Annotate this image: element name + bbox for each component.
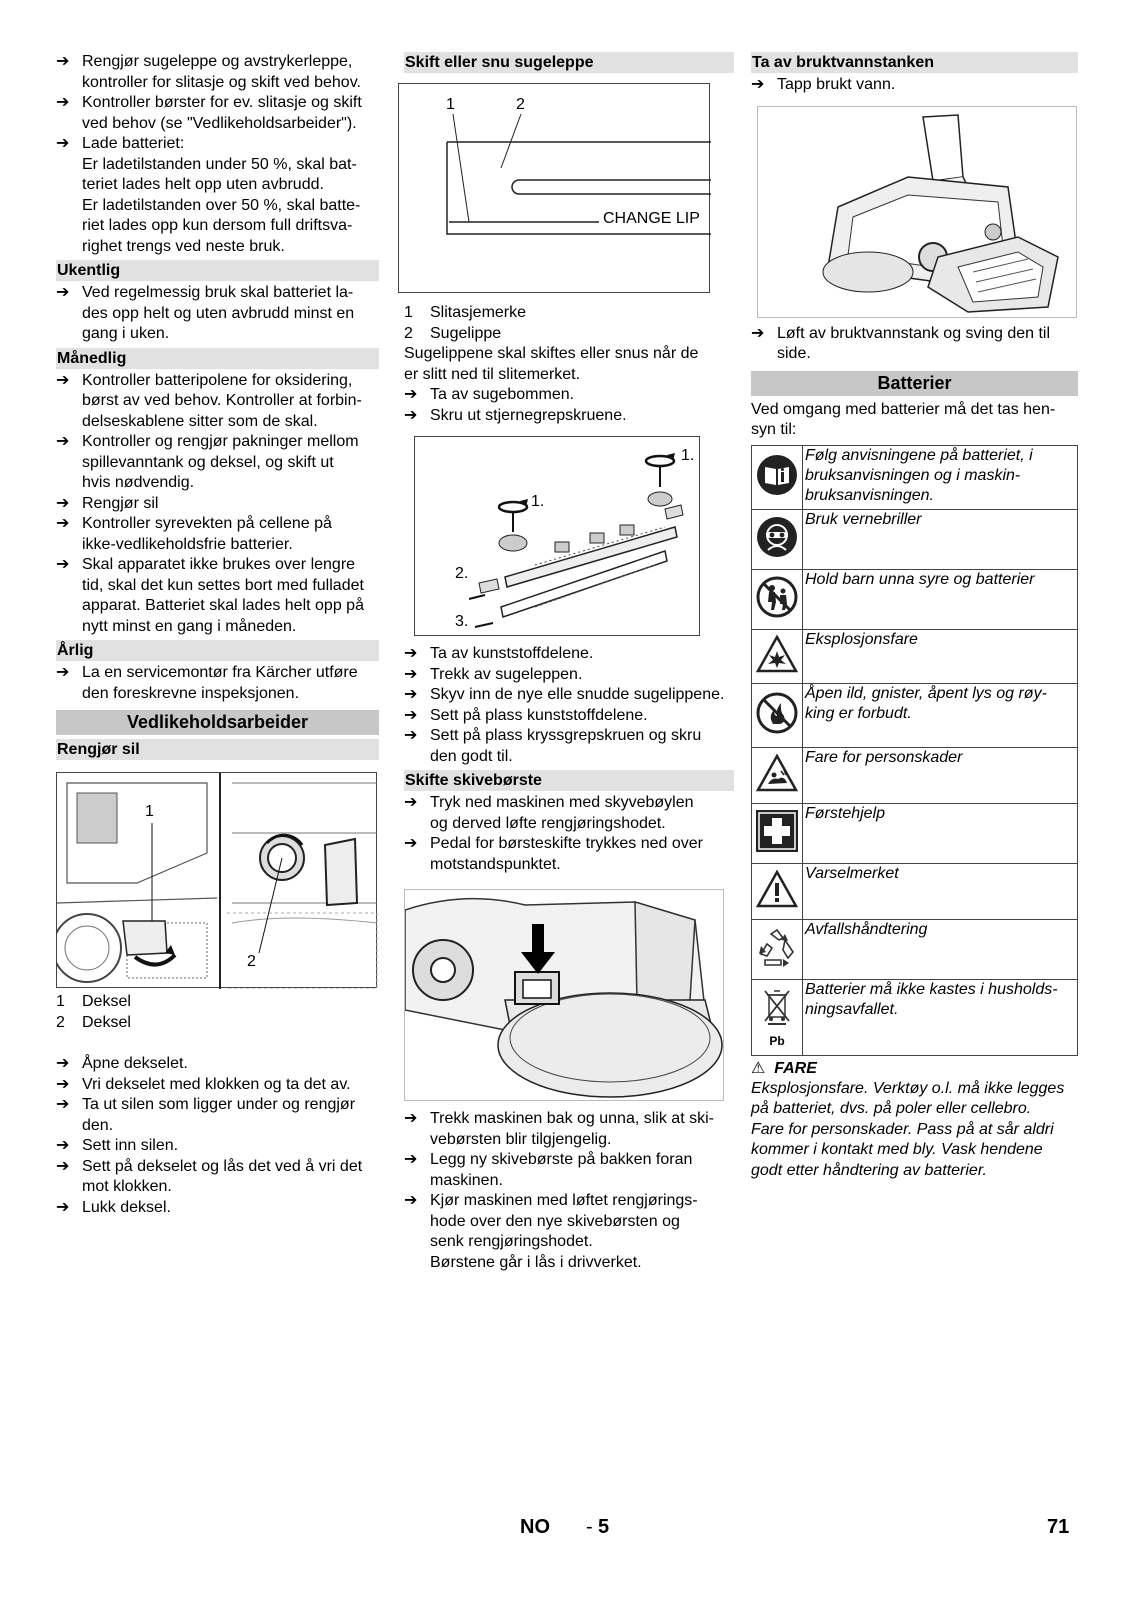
section-number: 5 [598,1516,610,1538]
arrow-icon: ➔ [751,76,765,93]
bullet-text: Sett på plass kunststoffdelene. [430,706,648,724]
warning-text: Batterier må ikke kastes i husholds- ningsavfallet. [803,979,1078,1055]
arrow-icon: ➔ [404,727,418,744]
bullet-item [56,663,379,704]
arrow-icon: ➔ [404,686,418,703]
clean-filter-heading: Rengjør sil [56,739,379,760]
arrow-icon: ➔ [56,556,70,573]
recycling-icon [755,926,799,968]
arrow-icon: ➔ [404,794,418,811]
legend-text: Deksel [82,993,131,1010]
weekly-heading: Ukentlig [56,260,379,281]
warning-text: Førstehjelp [803,803,1078,863]
bullet-text: Kontroller batteripolene for oksidering, børst av ved behov. Kontroller at forbin- delseskablene sitter som de skal. [82,371,362,430]
arrow-icon: ➔ [56,1157,70,1175]
warning-text: Fare for personskader [803,747,1078,803]
arrow-icon: ➔ [56,371,70,389]
bullet-text: Lukk deksel. [82,1198,171,1216]
language-code: NO [520,1516,550,1538]
arrow-icon: ➔ [56,1096,70,1113]
waste-tank-steps-1 [751,75,1078,96]
warning-row [752,979,1078,1055]
step-label-1a: 1. [681,447,695,464]
battery-warning-table [751,445,1078,1056]
bullet-text: Sett på dekselet og lås det ved å vri det mot klokken. [82,1157,363,1195]
bullet-text: Tapp brukt vann. [777,76,896,93]
warning-text: Bruk vernebriller [803,509,1078,569]
bullet-item [56,494,379,515]
arrow-icon: ➔ [404,1151,418,1168]
legend-item [56,992,379,1013]
step-label-3: 3. [455,613,469,630]
batteries-intro: Ved omgang med batterier må det tas hen- syn til: [751,400,1056,438]
warning-row [752,569,1078,629]
warning-text: Følg anvisningene på batteriet, i bruksanvisningen og i maskin- bruksanvisningen. [803,445,1078,509]
legend-item [404,324,734,345]
bullet-text: Kjør maskinen med løftet rengjørings- hode over den nye skivebørsten og senk rengjøringshodet. Børstene går i lås i drivverket. [430,1192,698,1271]
bullet-item [56,283,379,345]
bullet-item [56,514,379,555]
legend-number: 1 [56,993,65,1010]
warning-row [752,683,1078,747]
bullet-text: Trekk av sugeleppen. [430,665,583,683]
bullet-item [56,1157,379,1198]
bullet-item [404,706,734,727]
bullet-item [404,1191,734,1273]
bullet-text: Lade batteriet: Er ladetilstanden under 50 %, skal bat- teriet lades helt opp uten avbrudd. Er ladetilstanden over 50 %, skal batte- riet lades opp kun dersom full driftsva- righet trengs ved neste bruk. [82,135,361,255]
arrow-icon: ➔ [404,645,418,662]
arrow-icon: ➔ [404,386,418,403]
arrow-icon: ➔ [56,1055,70,1072]
warning-row [752,747,1078,803]
warning-row [752,919,1078,979]
bullet-text: Kontroller børster for ev. slitasje og skift ved behov (se "Vedlikeholdsarbeider"). [82,94,362,132]
arrow-icon: ➔ [404,1110,418,1127]
legend-number: 1 [404,304,413,321]
arrow-icon: ➔ [56,135,70,152]
bullet-item [56,93,379,134]
bullet-item [56,555,379,637]
arrow-icon: ➔ [404,835,418,852]
waste-tank-heading: Ta av bruktvannstanken [751,52,1078,73]
bullet-item [404,834,734,875]
arrow-icon: ➔ [56,1075,70,1093]
legend-text: Deksel [82,1013,131,1031]
callout-2: 2 [247,953,256,970]
bullet-list-daily [56,52,379,257]
bullet-item [56,1075,379,1096]
manual-book-icon [756,454,798,496]
warning-row [752,509,1078,569]
arrow-icon: ➔ [56,515,70,532]
filter-cover-illustration [56,772,377,988]
bullet-text: Sett inn silen. [82,1137,179,1154]
arrow-icon: ➔ [56,494,70,512]
bullet-list-monthly [56,371,379,638]
left-column [56,52,379,1218]
bullet-item [751,75,1078,96]
suction-lip-steps-2 [404,644,734,767]
bullet-list-yearly [56,663,379,704]
bullet-list-weekly [56,283,379,345]
suction-lip-note: Sugelippene skal skiftes eller snus når de er slitt ned til slitemerket. [404,345,699,383]
warning-text: Eksplosjonsfare [803,629,1078,683]
change-lip-label: CHANGE LIP [603,210,700,227]
disc-brush-heading: Skifte skivebørste [404,770,734,791]
bullet-text: Trekk maskinen bak og unna, slik at ski- vebørsten blir tilgjengelig. [430,1110,714,1148]
arrow-icon: ➔ [56,53,70,70]
legend-item [56,1013,379,1034]
suction-lip-steps-1 [404,385,734,426]
disc-brush-steps-2 [404,1109,734,1273]
lead-symbol: Pb [769,1033,785,1048]
bullet-text: Skal apparatet ikke brukes over lengre tid, skal det kun settes bort med fulladet apparat. Batteriet skal lades helt opp på nytt minst en gang i måneden. [82,556,364,635]
bullet-text: Ta ut silen som ligger under og rengjør den. [82,1096,356,1134]
warning-triangle-icon [756,869,798,909]
callout-1: 1 [145,803,154,820]
arrow-icon: ➔ [56,94,70,111]
change-lip-illustration [398,83,710,293]
yearly-heading: Årlig [56,640,379,661]
legend-text: Slitasjemerke [430,304,527,321]
bullet-item [404,793,734,834]
right-column [751,52,1078,1181]
bullet-text: Tryk ned maskinen med skyvebøylen og derved løfte rengjøringshodet. [430,794,694,832]
page-number: 71 [1047,1516,1070,1538]
warning-text: Varselmerket [803,863,1078,919]
arrow-icon: ➔ [56,284,70,301]
bullet-item [56,1198,379,1219]
bullet-item [56,432,379,494]
arrow-icon: ➔ [404,1192,418,1209]
bullet-text: Kontroller og rengjør pakninger mellom spillevanntank og deksel, og skift ut hvis nødvendig. [82,433,359,491]
waste-tank-illustration [757,106,1077,318]
arrow-icon: ➔ [404,706,418,724]
bullet-item [404,685,734,706]
warning-row [752,629,1078,683]
danger-triangle-icon: ⚠ [751,1059,766,1077]
suction-lip-legend [404,303,734,344]
no-household-waste-icon [757,987,797,1037]
danger-label: FARE [774,1059,817,1077]
arrow-icon: ➔ [56,1198,70,1216]
bullet-text: Skru ut stjernegrepskruene. [430,406,627,424]
bullet-item [404,665,734,686]
bullet-text: Skyv inn de nye elle snudde sugelippene. [430,686,725,703]
step-label-2: 2. [455,565,469,582]
arrow-icon: ➔ [56,433,70,450]
warning-text: Åpen ild, gnister, åpent lys og røy- king er forbudt. [803,683,1078,747]
suction-lip-heading: Skift eller snu sugeleppe [404,52,734,73]
suction-lip-steps-illustration [414,436,700,636]
legend-item [404,303,734,324]
bullet-item [404,406,734,427]
keep-children-away-icon [756,576,798,618]
bullet-item [56,134,379,257]
bullet-item [404,385,734,406]
callout-2: 2 [516,96,525,113]
bullet-text: Løft av bruktvannstank og sving den til side. [777,324,1051,362]
middle-column [404,52,734,1273]
first-aid-icon [755,809,799,853]
bullet-text: Rengjør sil [82,494,159,512]
bullet-text: La en servicemontør fra Kärcher utføre den foreskrevne inspeksjonen. [82,664,358,702]
bullet-item [751,324,1078,365]
filter-steps [56,1054,379,1218]
page-footer [0,1516,1132,1544]
warning-text: Avfallshåndtering [803,919,1078,979]
bullet-item [56,1136,379,1157]
disc-brush-illustration [404,889,724,1101]
filter-legend [56,992,379,1033]
arrow-icon: ➔ [56,1137,70,1154]
bullet-item [56,1054,379,1075]
bullet-text: Legg ny skivebørste på bakken foran maskinen. [430,1151,693,1189]
danger-text: Eksplosjonsfare. Verktøy o.l. må ikke legges på batteriet, dvs. på poler eller cellebro. Fare for personskader. Pass på at sår aldri kommer i kontakt med bly. Vask hendene godt etter håndtering av batterier. [751,1079,1065,1179]
warning-row [752,445,1078,509]
warning-text: Hold barn unna syre og batterier [803,569,1078,629]
bullet-item [404,1150,734,1191]
warning-row [752,863,1078,919]
section-dash: - [586,1516,593,1538]
bullet-item [56,52,379,93]
legend-text: Sugelippe [430,324,502,342]
bullet-text: Sett på plass kryssgrepskruen og skru den godt til. [430,727,702,765]
explosion-hazard-icon [756,634,798,674]
safety-goggles-icon [756,516,798,558]
bullet-item [404,726,734,767]
danger-heading [751,1058,1078,1079]
arrow-icon: ➔ [751,324,765,342]
legend-number: 2 [404,324,413,342]
monthly-heading: Månedlig [56,348,379,369]
bullet-text: Ta av sugebommen. [430,386,575,403]
batteries-banner: Batterier [751,371,1078,396]
bullet-text: Vri dekselet med klokken og ta det av. [82,1075,351,1093]
arrow-icon: ➔ [404,406,418,424]
bullet-item [56,1095,379,1136]
step-label-1b: 1. [531,493,545,510]
personal-injury-icon [756,753,798,793]
bullet-text: Ved regelmessig bruk skal batteriet la- des opp helt og uten avbrudd minst en gang i uken. [82,284,355,342]
disc-brush-steps-1 [404,793,734,875]
waste-tank-steps-2 [751,324,1078,365]
bullet-item [404,644,734,665]
bullet-text: Kontroller syrevekten på cellene på ikke-vedlikeholdsfrie batterier. [82,515,332,553]
bullet-text: Pedal for børsteskifte trykkes ned over motstandspunktet. [430,835,703,873]
arrow-icon: ➔ [56,664,70,681]
bullet-text: Ta av kunststoffdelene. [430,645,594,662]
maintenance-banner: Vedlikeholdsarbeider [56,710,379,735]
bullet-item [404,1109,734,1150]
callout-1: 1 [446,96,455,113]
bullet-item [56,371,379,433]
bullet-text: Rengjør sugeleppe og avstrykerleppe, kontroller for slitasje og skift ved behov. [82,53,361,91]
warning-row [752,803,1078,863]
no-open-flame-icon [756,692,798,734]
bullet-text: Åpne dekselet. [82,1055,188,1072]
arrow-icon: ➔ [404,665,418,683]
legend-number: 2 [56,1013,65,1031]
